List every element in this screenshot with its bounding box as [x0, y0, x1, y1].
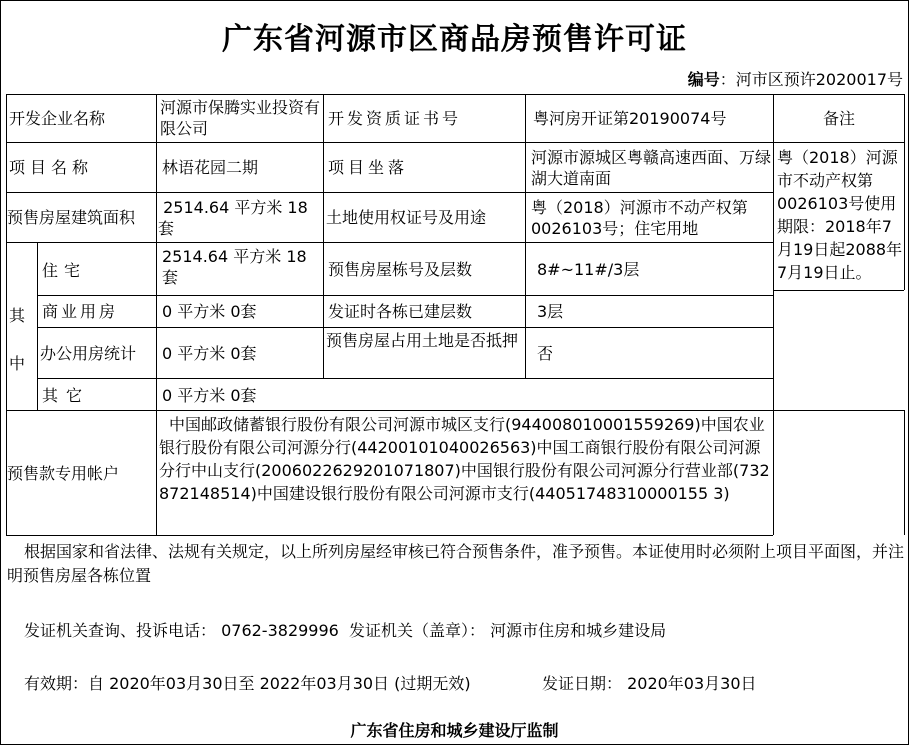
remarks-value: 粤（2018）河源市不动产权第0026103号使用期限：2018年7月19日起2088年7月19日止。 — [777, 148, 903, 282]
certificate-number-separator: ： — [719, 70, 736, 89]
certificate-number — [688, 67, 903, 90]
grid-line — [37, 242, 38, 410]
issue-date-line: 发证日期： 2020年03月30日 — [542, 674, 757, 693]
mortgage-label: 预售房屋占用土地是否抵押 — [326, 331, 519, 350]
account-value: 中国邮政储蓄银行股份有限公司河源市城区支行(944008010001559269)中国农业银行股份有限公司河源分行(44200101040026563)中国工商银行股份有限公司河源分行中山支行(2006022629201071807)中国银行股份有限公司河源分行营业部(732872148514)中国建设银行股份有限公司河源市支行(44051748310000155 3) — [159, 415, 770, 503]
certificate-number-label: 编号 — [687, 70, 720, 89]
qualification-value: 粤河房开证第20190074号 — [533, 109, 727, 128]
project-name-label: 项目名称 — [9, 158, 94, 177]
land-cert-label: 土地使用权证号及用途 — [326, 208, 487, 227]
account-label: 预售款专用帐户 — [7, 464, 120, 483]
land-cert-value: 粤（2018）河源市不动产权第0026103号；住宅用地 — [531, 198, 748, 238]
residential-label: 住宅 — [42, 261, 87, 280]
location-value: 河源市源城区粤赣高速西面、万绿湖大道南面 — [531, 148, 772, 188]
grid-line — [6, 410, 904, 411]
of-which-label: 其中 — [9, 306, 26, 373]
project-name-value: 林语花园二期 — [162, 158, 259, 177]
office-value: 0 平方米 0套 — [162, 344, 257, 363]
grid-line — [773, 94, 774, 535]
grid-line — [904, 410, 905, 535]
residential-value: 2514.64 平方米 18套 — [162, 247, 307, 287]
other-label: 其它 — [42, 386, 91, 405]
page-title: 广东省河源市区商品房预售许可证 — [222, 22, 687, 57]
remarks-label: 备注 — [822, 109, 855, 128]
grid-line — [774, 290, 904, 291]
grid-line — [6, 142, 904, 143]
grid-line — [904, 94, 905, 290]
built-floors-label: 发证时各栋已建层数 — [328, 302, 473, 321]
commercial-value: 0 平方米 0套 — [162, 302, 257, 321]
presale-area-label: 预售房屋建筑面积 — [7, 208, 136, 227]
developer-value: 河源市保腾实业投资有限公司 — [160, 98, 321, 138]
office-label: 办公用房统计 — [40, 344, 137, 363]
grid-line — [38, 295, 773, 296]
grid-line — [6, 535, 773, 536]
grid-line — [6, 192, 773, 193]
validity-line: 有效期：自 2020年03月30日至 2022年03月30日 (过期无效) — [24, 674, 471, 693]
other-value: 0 平方米 0套 — [162, 386, 257, 405]
grid-line — [323, 94, 324, 378]
statement-text: 根据国家和省法律、法规有关规定，以上所列房屋经审核已符合预售条件，准予预售。本证使用时必须附上项目平面图，并注明预售房屋各栋位置 — [7, 542, 905, 585]
mortgage-value: 否 — [537, 344, 554, 363]
grid-line — [6, 242, 773, 243]
grid-line — [38, 378, 773, 379]
commercial-label: 商业用房 — [42, 302, 119, 321]
grid-line — [6, 94, 904, 95]
building-label: 预售房屋栋号及层数 — [328, 260, 473, 279]
qualification-label: 开发资质证书号 — [328, 109, 462, 128]
contact-line: 发证机关查询、投诉电话： 0762-3829996 发证机关（盖章）： 河源市住房和城乡建设局 — [24, 621, 667, 640]
location-label: 项目坐落 — [328, 158, 409, 177]
built-floors-value: 3层 — [537, 302, 564, 321]
grid-line — [38, 327, 773, 328]
grid-line — [156, 94, 157, 535]
certificate-number-value: 河市区预许2020017号 — [735, 70, 903, 89]
presale-area-value: 2514.64 平方米 18套 — [158, 198, 308, 238]
developer-label: 开发企业名称 — [9, 109, 106, 128]
footer-issuer: 广东省住房和城乡建设厅监制 — [350, 721, 559, 740]
building-value: 8#~11#/3层 — [537, 260, 640, 279]
grid-line — [525, 94, 526, 378]
